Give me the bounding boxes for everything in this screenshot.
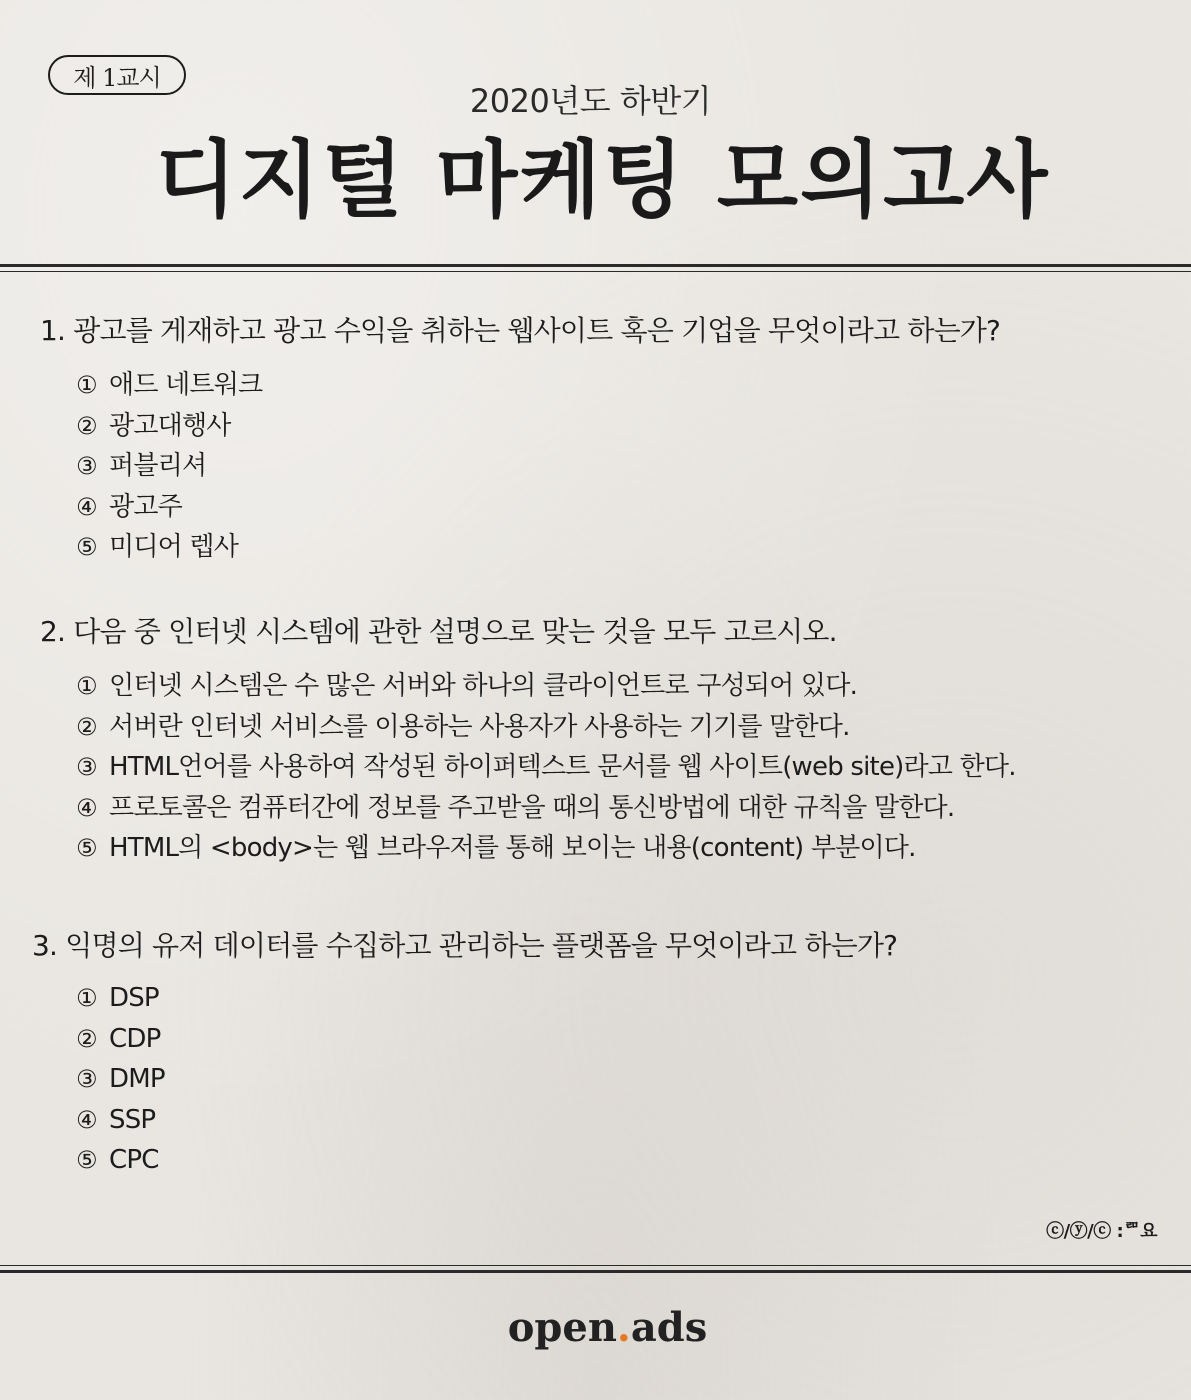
option-number: ③ xyxy=(76,753,97,782)
option-text: 인터넷 시스템은 수 많은 서버와 하나의 클라이언트로 구성되어 있다. xyxy=(109,671,858,701)
exam-title: 디지털 마케팅 모의고사 xyxy=(155,131,1050,229)
option-text: 애드 네트워크 xyxy=(109,370,263,400)
option-item xyxy=(76,1059,165,1100)
question-3 xyxy=(0,926,1191,1176)
option-item xyxy=(76,788,1016,829)
question-3-options xyxy=(76,978,165,1181)
option-text: 미디어 렙사 xyxy=(109,532,239,563)
question-2-text: 2. 다음 중 인터넷 시스템에 관한 설명으로 맞는 것을 모두 고르시오. xyxy=(40,615,837,648)
license-mark: ⓒ/ⓨ/ⓒ :ᄅᄆ요 xyxy=(1046,1221,1157,1242)
footer-rule-thin xyxy=(0,1265,1191,1266)
option-item xyxy=(76,978,165,1019)
option-item xyxy=(76,446,262,487)
option-number: ① xyxy=(76,984,97,1012)
option-item xyxy=(76,828,1016,869)
option-text: 광고주 xyxy=(109,491,182,522)
option-number: ② xyxy=(76,1024,97,1053)
option-number: ⑤ xyxy=(76,533,97,562)
option-number: ② xyxy=(76,411,97,440)
option-item xyxy=(76,1140,165,1181)
question-2-options xyxy=(76,666,1016,869)
question-1-text: 1. 광고를 게재하고 광고 수익을 취하는 웹사이트 혹은 기업을 무엇이라고 하는가? xyxy=(40,314,1001,347)
option-number: ④ xyxy=(76,492,97,521)
option-item xyxy=(76,527,262,568)
option-text: SSP xyxy=(109,1104,156,1135)
question-3-text: 3. 익명의 유저 데이터를 수집하고 관리하는 플랫폼을 무엇이라고 하는가? xyxy=(32,929,898,962)
option-item xyxy=(76,1019,165,1060)
option-number: ① xyxy=(76,371,97,399)
brand-logo-left: open xyxy=(507,1304,617,1351)
option-text: 프로토콜은 컴퓨터간에 정보를 주고받을 때의 통신방법에 대한 규칙을 말한다. xyxy=(109,792,955,823)
option-number: ⑤ xyxy=(76,834,97,863)
option-item xyxy=(76,406,262,447)
option-number: ① xyxy=(76,672,97,700)
option-text: DSP xyxy=(109,983,159,1013)
option-text: 서버란 인터넷 서비스를 이용하는 사용자가 사용하는 기기를 말한다. xyxy=(109,711,850,742)
header-rule-thick xyxy=(0,264,1191,267)
option-number: ⑤ xyxy=(76,1146,97,1175)
option-text: 퍼블리셔 xyxy=(109,451,207,482)
option-item xyxy=(76,747,1016,788)
option-item xyxy=(76,666,1016,707)
option-number: ③ xyxy=(76,1065,97,1094)
option-item xyxy=(76,1100,165,1141)
option-text: DMP xyxy=(109,1064,165,1095)
period-badge-label: 제 1교시 xyxy=(73,63,161,92)
option-item xyxy=(76,487,262,528)
option-number: ③ xyxy=(76,452,97,481)
option-text: HTML언어를 사용하여 작성된 하이퍼텍스트 문서를 웹 사이트(web site)라고 한다. xyxy=(109,752,1016,783)
option-text: CPC xyxy=(109,1145,159,1176)
option-text: HTML의 <body>는 웹 브라우저를 통해 보이는 내용(content) 부분이다. xyxy=(109,833,916,864)
option-item xyxy=(76,365,262,406)
question-1-options xyxy=(76,365,262,568)
option-number: ④ xyxy=(76,1105,97,1134)
header-rule-thin xyxy=(0,271,1191,272)
option-text: CDP xyxy=(109,1023,161,1054)
option-text: 광고대행사 xyxy=(109,410,231,441)
footer-rule-thick xyxy=(0,1270,1191,1273)
option-number: ② xyxy=(76,712,97,741)
question-2 xyxy=(0,612,1191,864)
brand-logo xyxy=(0,1304,1191,1351)
option-item xyxy=(76,707,1016,748)
exam-subtitle: 2020년도 하반기 xyxy=(469,82,712,120)
brand-logo-dot: . xyxy=(616,1304,631,1351)
option-number: ④ xyxy=(76,793,97,822)
brand-logo-right: ads xyxy=(630,1304,708,1351)
question-1 xyxy=(0,311,1191,563)
